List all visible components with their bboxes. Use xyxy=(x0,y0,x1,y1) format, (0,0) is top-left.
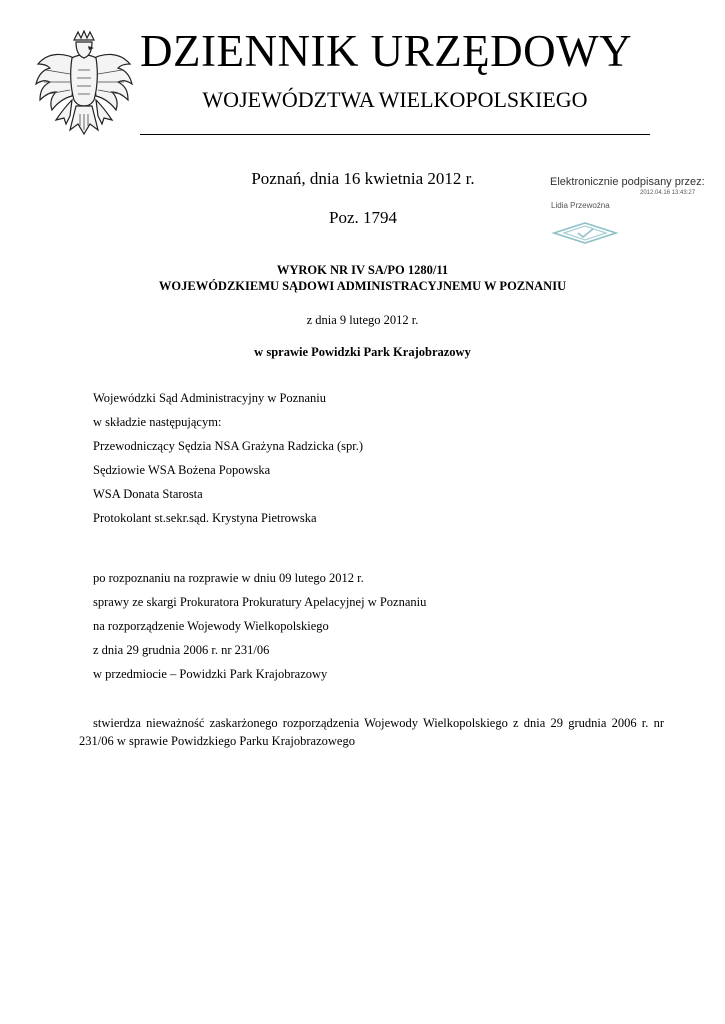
issue-position: Poz. 1794 xyxy=(329,208,397,227)
proceedings-line: z dnia 29 grudnia 2006 r. nr 231/06 xyxy=(93,643,270,657)
proceedings-line: po rozpoznaniu na rozprawie w dniu 09 lutego 2012 r. xyxy=(93,571,364,585)
signature-verification-icon xyxy=(552,221,618,245)
ruling-text: stwierdza nieważność zaskarżonego rozporządzenia Wojewody Wielkopolskiego z dnia 29 grudnia 2006 r. nr 231/06 w sprawie Powidzkiego Parku Krajobrazowego xyxy=(79,716,664,748)
composition-line: Sędziowie WSA Bożena Popowska xyxy=(93,463,271,477)
proceedings-line: w przedmiocie – Powidzki Park Krajobrazowy xyxy=(93,667,328,681)
document-date: z dnia 9 lutego 2012 r. xyxy=(306,313,419,327)
composition-line: w składzie następującym: xyxy=(93,415,222,429)
signature-signer: Lidia Przewoźna xyxy=(551,201,610,210)
issue-date: Poznań, dnia 16 kwietnia 2012 r. xyxy=(251,169,475,188)
composition-line: Przewodniczący Sędzia NSA Grażyna Radzicka (spr.) xyxy=(93,439,364,453)
composition-line: WSA Donata Starosta xyxy=(93,487,203,501)
document-title-line-1: WYROK NR IV SA/PO 1280/11 xyxy=(276,263,449,277)
document-title-line-2: WOJEWÓDZKIEMU SĄDOWI ADMINISTRACYJNEMU W POZNANIU xyxy=(158,279,567,293)
polish-eagle-emblem xyxy=(34,30,134,142)
signature-timestamp: 2012.04.16 13:43:27 xyxy=(640,190,696,196)
document-subject: w sprawie Powidzki Park Krajobrazowy xyxy=(254,345,471,359)
composition-line: Protokolant st.sekr.sąd. Krystyna Pietrowska xyxy=(93,511,317,525)
masthead-subtitle: WOJEWÓDZTWA WIELKOPOLSKIEGO xyxy=(202,87,588,112)
masthead-title: DZIENNIK URZĘDOWY xyxy=(140,26,633,76)
document-title xyxy=(40,262,685,294)
signature-label: Elektronicznie podpisany przez: xyxy=(550,176,705,188)
proceedings-line: na rozporządzenie Wojewody Wielkopolskiego xyxy=(93,619,329,633)
composition-line: Wojewódzki Sąd Administracyjny w Poznaniu xyxy=(93,391,326,405)
masthead-divider xyxy=(140,134,650,135)
proceedings-line: sprawy ze skargi Prokuratora Prokuratury Apelacyjnej w Poznaniu xyxy=(93,595,427,609)
